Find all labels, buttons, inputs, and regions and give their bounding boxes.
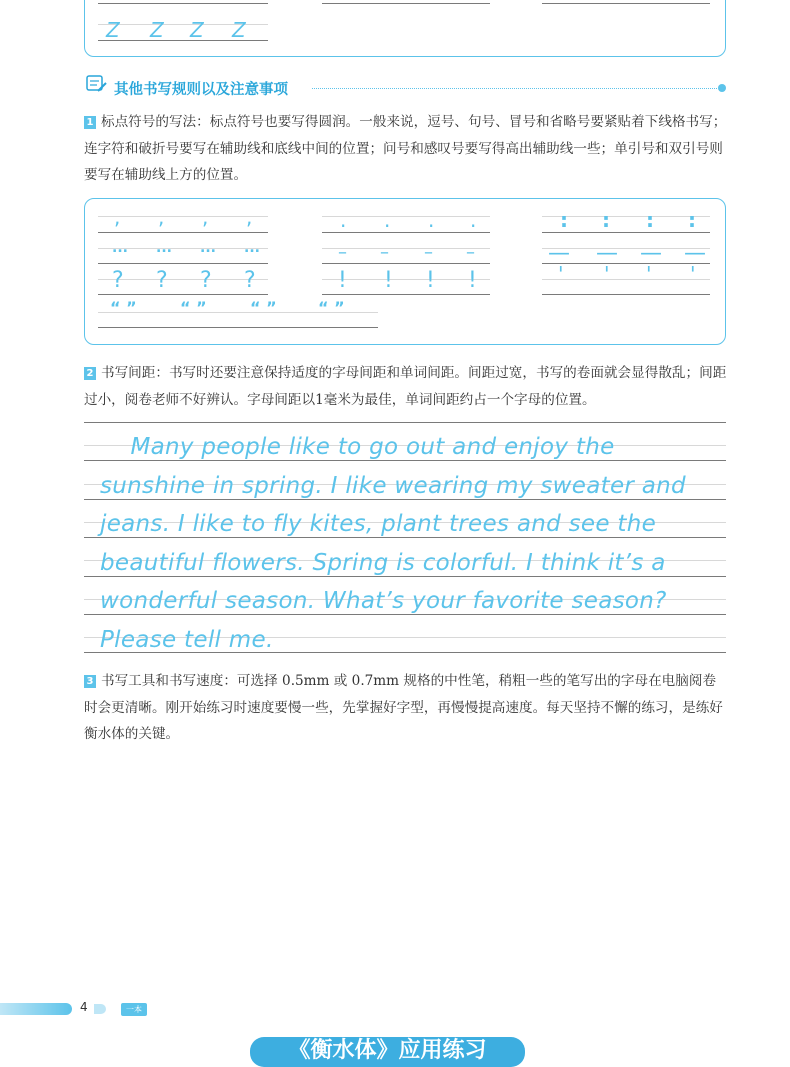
- hyphen-mark: –: [424, 242, 433, 263]
- section-icon: [86, 74, 106, 92]
- exclaim-mark: !: [468, 268, 477, 293]
- ellipsis-mark: ...: [244, 240, 260, 256]
- sample-line: [84, 499, 726, 500]
- sample-text-line: Please tell me.: [100, 627, 274, 653]
- sample-line: [84, 576, 726, 577]
- sample-line: [84, 422, 726, 423]
- colon-mark: :: [688, 208, 696, 232]
- base-line: [542, 232, 710, 233]
- sample-line: [84, 460, 726, 461]
- question-mark: ?: [200, 268, 212, 293]
- rule-1-paragraph: [84, 109, 729, 189]
- colon-mark: :: [560, 208, 568, 232]
- comma-mark: ,: [114, 205, 121, 229]
- sample-text-line: wonderful season. What’s your favorite season?: [100, 588, 667, 614]
- ellipsis-mark: ...: [156, 240, 172, 256]
- punctuation-box: [84, 198, 726, 345]
- rule-2-text: 书写间距：书写时还要注意保持适度的字母间距和单词间距。间距过宽，书写的卷面就会显得散乱；间距过小，阅卷老师不好辨认。字母间距以1毫米为最佳，单词间距约占一个字母的位置。: [84, 365, 727, 408]
- header-dot: [718, 84, 726, 92]
- period-mark: .: [384, 208, 391, 232]
- sample-line: [84, 537, 726, 538]
- section-title: 其他书写规则以及注意事项: [114, 82, 288, 98]
- rule-1-text: 标点符号的写法：标点符号也要写得圆润。一般来说，逗号、句号、冒号和省略号要紧贴着下线格书写；连字符和破折号要写在辅助线和底线中间的位置；问号和感叹号要写得高出辅助线一些；单引号和双引号则要写在辅助线上方的位置。: [84, 114, 727, 183]
- exclaim-mark: !: [384, 268, 393, 293]
- comma-mark: ,: [158, 205, 165, 229]
- base-line: [542, 294, 710, 295]
- sample-text-line: Many people like to go out and enjoy the: [100, 434, 615, 460]
- rule-number: 1: [84, 116, 96, 129]
- exclaim-mark: !: [426, 268, 435, 293]
- aux-line: [98, 216, 268, 217]
- footer-bar: [0, 1003, 72, 1015]
- top-practice-line: [98, 3, 268, 4]
- quote-mark: “ ”: [110, 298, 137, 317]
- page-number: 4: [80, 1000, 88, 1014]
- comma-mark: ,: [246, 205, 253, 229]
- base-line: [322, 263, 490, 264]
- exclaim-mark: !: [338, 268, 347, 293]
- comma-mark: ,: [202, 205, 209, 229]
- sample-line: [84, 614, 726, 615]
- rule-number: 3: [84, 675, 96, 688]
- aux-line: [322, 248, 490, 249]
- question-mark: ?: [112, 268, 124, 293]
- top-practice-line: [542, 3, 710, 4]
- sample-text-line: beautiful flowers. Spring is colorful. I think it’s a: [100, 550, 666, 576]
- base-line: [322, 232, 490, 233]
- header-dotted-line: [312, 88, 717, 89]
- hyphen-mark: –: [380, 242, 389, 263]
- base-line: [98, 232, 268, 233]
- quote-mark: “ ”: [250, 298, 277, 317]
- apostrophe-mark: ': [690, 262, 696, 286]
- hyphen-mark: –: [338, 242, 347, 263]
- footer-arrow-icon: [94, 1004, 106, 1014]
- z-letter: Z: [232, 18, 246, 42]
- colon-mark: :: [602, 208, 610, 232]
- quote-mark: “ ”: [180, 298, 207, 317]
- base-line: [98, 294, 268, 295]
- period-mark: .: [470, 208, 477, 232]
- period-mark: .: [340, 208, 347, 232]
- base-line: [98, 327, 378, 328]
- dash-mark: —: [548, 241, 570, 266]
- quote-mark: “ ”: [318, 298, 345, 317]
- top-practice-line: [322, 3, 490, 4]
- bottom-banner: 《衡水体》应用练习: [250, 1037, 525, 1067]
- z-letter: Z: [150, 18, 164, 42]
- ellipsis-mark: ...: [112, 240, 128, 256]
- base-line: [322, 294, 490, 295]
- rule-3-text: 书写工具和书写速度：可选择 0.5mm 或 0.7mm 规格的中性笔，稍粗一些的笔写出的字母在电脑阅卷时会更清晰。刚开始练习时速度要慢一些，先掌握好字型，再慢慢提高速度。每天坚持不懈的练习，是练好衡水体的关键。: [84, 673, 723, 742]
- dash-mark: —: [596, 241, 618, 266]
- ellipsis-mark: ...: [200, 240, 216, 256]
- dash-mark: —: [684, 241, 706, 266]
- apostrophe-mark: ': [558, 262, 564, 286]
- sample-text-line: sunshine in spring. I like wearing my sweater and: [100, 473, 686, 499]
- question-mark: ?: [156, 268, 168, 293]
- hyphen-mark: –: [466, 242, 475, 263]
- base-line: [98, 263, 268, 264]
- z-letter: Z: [190, 18, 204, 42]
- colon-mark: :: [646, 208, 654, 232]
- apostrophe-mark: ': [646, 262, 652, 286]
- apostrophe-mark: ': [604, 262, 610, 286]
- brand-logo: 一本: [121, 1003, 147, 1016]
- aux-line: [322, 279, 490, 280]
- sample-text-line: jeans. I like to fly kites, plant trees and see the: [100, 511, 657, 537]
- z-letter: Z: [106, 18, 120, 42]
- period-mark: .: [428, 208, 435, 232]
- rule-2-paragraph: [84, 360, 729, 413]
- rule-3-paragraph: [84, 668, 729, 748]
- aux-line: [542, 279, 710, 280]
- question-mark: ?: [244, 268, 256, 293]
- aux-line: [322, 216, 490, 217]
- top-practice-box: [84, 0, 726, 57]
- rule-number: 2: [84, 367, 96, 380]
- dash-mark: —: [640, 241, 662, 266]
